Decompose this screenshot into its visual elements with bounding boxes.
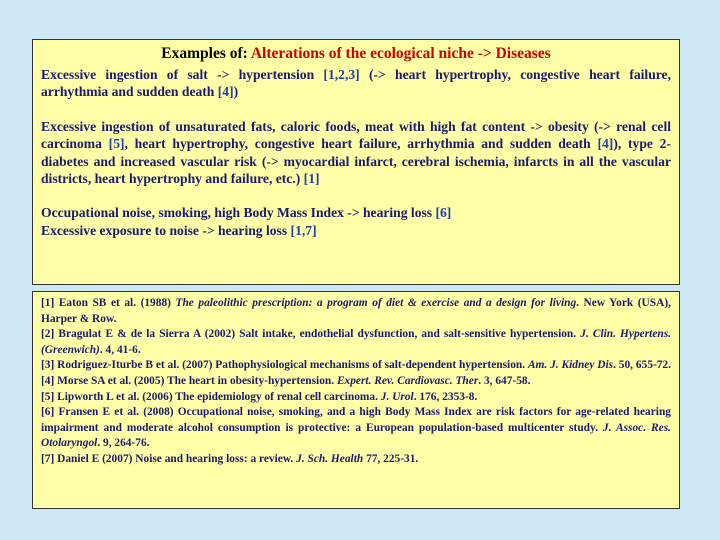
citation: [1,2,3] xyxy=(323,67,360,82)
ref-text: . New York (USA), Harper & Row. xyxy=(41,297,671,325)
title-prefix: Examples of: xyxy=(161,45,251,62)
reference-4 xyxy=(41,374,671,390)
ref-text: . 176, 2353-8. xyxy=(413,390,478,403)
example-text: Excessive ingestion of salt -> hypertension xyxy=(41,67,324,82)
example-fats xyxy=(41,118,671,188)
ref-source: J. Urol xyxy=(380,390,414,403)
example-text: , heart hypertrophy, congestive heart failure, arrhythmia and sudden death xyxy=(124,136,598,152)
ref-text: [3] Rodriguez-Iturbe B et al. (2007) Pathophysiological mechanisms of salt-dependent hypertension. xyxy=(41,359,528,372)
ref-text: . 3, 647-58. xyxy=(478,374,531,387)
ref-source: J. Assoc. Res. Otolaryngol xyxy=(41,421,671,450)
example-text: Occupational noise, smoking, high Body Mass Index -> hearing loss xyxy=(41,205,436,221)
ref-text: 77, 225-31. xyxy=(363,452,419,465)
ref-text: . 9, 264-76. xyxy=(97,437,150,450)
example-text: (-> heart hypertrophy, congestive heart failure, arrhythmia and sudden death xyxy=(41,67,671,100)
reference-2 xyxy=(41,327,671,358)
ref-source: J. Sch. Health xyxy=(296,452,364,465)
ref-source: The paleolithic prescription: a program of diet & exercise and a design for living xyxy=(175,297,577,309)
ref-source: Expert. Rev. Cardiovasc. Ther xyxy=(336,374,479,387)
ref-text: [1] Eaton SB et al. (1988) xyxy=(41,297,176,309)
citation: [5] xyxy=(108,136,125,152)
ref-text: . 4, 41-6. xyxy=(99,343,141,356)
citation: [1] xyxy=(303,171,320,187)
example-text: ) xyxy=(233,84,239,100)
citation: [4] xyxy=(217,84,234,100)
example-noise-exposure xyxy=(41,222,671,239)
example-noise-occupational xyxy=(41,204,671,221)
title-highlight: Alterations of the ecological niche -> Diseases xyxy=(250,45,551,62)
example-salt xyxy=(41,66,671,101)
examples-box xyxy=(32,39,680,285)
ref-text: [4] Morse SA et al. (2005) The heart in obesity-hypertension. xyxy=(41,374,337,387)
reference-5 xyxy=(41,390,671,406)
ref-text: . 50, 655-72. xyxy=(613,359,671,372)
references-box xyxy=(32,291,680,509)
reference-3 xyxy=(41,358,671,374)
ref-source: J. Clin. Hypertens. (Greenwich) xyxy=(41,328,671,356)
example-text: ), type 2-diabetes and increased vascular risk (-> myocardial infarct, cerebral ischemia, infarcts in all the vascular districts, heart hypertrophy and failure, etc.) xyxy=(41,136,671,187)
ref-text: [5] Lipworth L et al. (2006) The epidemiology of renal cell carcinoma. xyxy=(41,390,381,403)
citation: [4] xyxy=(597,136,614,152)
example-text: Excessive exposure to noise -> hearing loss xyxy=(41,222,291,238)
slide-title xyxy=(41,44,671,64)
ref-text: [6] Fransen E et al. (2008) Occupational noise, smoking, and a high Body Mass Index are risk factors for age-related hearing impairment and moderate alcohol consumption is protective: a European population-based multicenter study. xyxy=(41,406,671,434)
citation: [1,7] xyxy=(290,222,317,238)
example-text: Excessive ingestion of unsaturated fats, caloric foods, meat with high fat content -> obesity (-> renal cell carcinoma xyxy=(41,118,671,152)
ref-text: [7] Daniel E (2007) Noise and hearing loss: a review. xyxy=(41,452,297,465)
reference-7 xyxy=(41,452,671,468)
citation: [6] xyxy=(435,205,452,221)
ref-text: [2] Bragulat E & de la Sierra A (2002) Salt intake, endothelial dysfunction, and salt-sensitive hypertension. xyxy=(41,328,581,341)
reference-6 xyxy=(41,405,671,452)
reference-1 xyxy=(41,296,671,327)
ref-source: Am. J. Kidney Dis xyxy=(527,359,614,372)
